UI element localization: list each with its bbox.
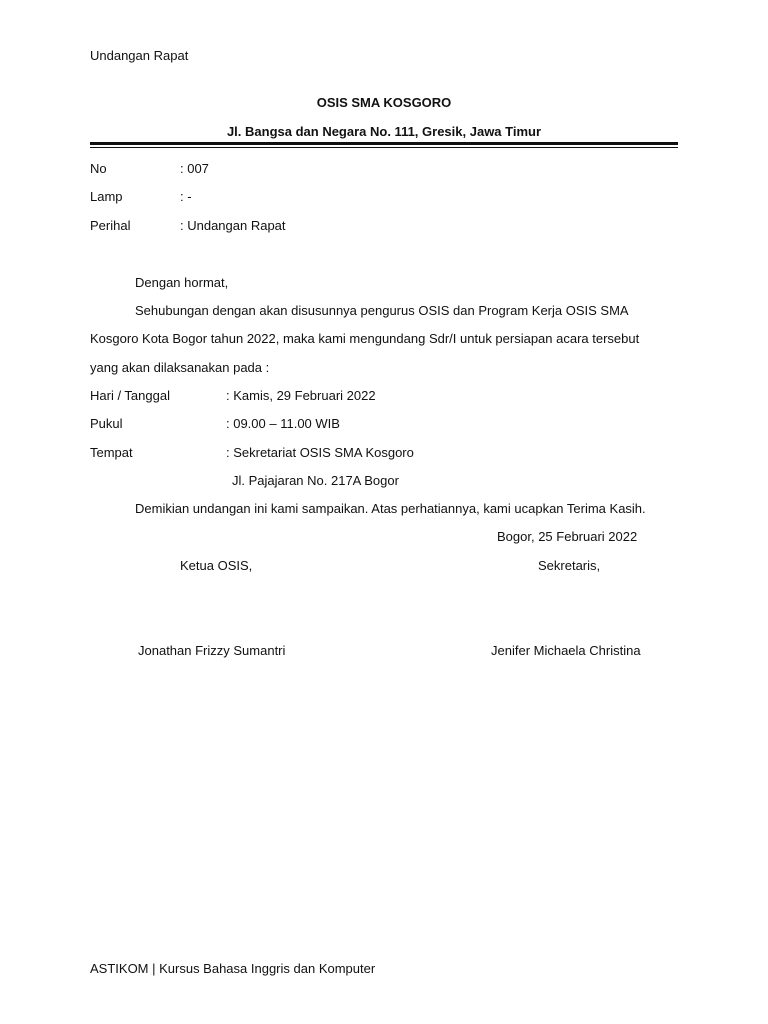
meta-perihal-label: Perihal [90,218,131,233]
greeting: Dengan hormat, [135,275,229,290]
place-date: Bogor, 25 Februari 2022 [497,529,638,544]
detail-day-value: : Kamis, 29 Februari 2022 [226,388,376,403]
closing-text: Demikian undangan ini kami sampaikan. Atas perhatiannya, kami ucapkan Terima Kasih. [135,501,646,516]
signature-right-title: Sekretaris, [538,558,601,573]
detail-time-label: Pukul [90,416,123,431]
letterhead-address: Jl. Bangsa dan Negara No. 111, Gresik, Jawa Timur [226,124,542,139]
signature-right-name: Jenifer Michaela Christina [491,643,641,658]
detail-place-value: : Sekretariat OSIS SMA Kosgoro [226,445,414,460]
letterhead-org: OSIS SMA KOSGORO [316,95,452,110]
meta-perihal-value: : Undangan Rapat [180,218,286,233]
meta-lamp-label: Lamp [90,189,123,204]
running-header: Undangan Rapat [90,48,189,63]
detail-time-value: : 09.00 – 11.00 WIB [226,416,340,431]
signature-left-title: Ketua OSIS, [180,558,253,573]
detail-place-value-line-2: Jl. Pajajaran No. 217A Bogor [232,473,399,488]
page-footer: ASTIKOM | Kursus Bahasa Inggris dan Komputer [90,961,376,976]
detail-place-label: Tempat [90,445,133,460]
letterhead-divider-thick [90,142,678,145]
signature-left-name: Jonathan Frizzy Sumantri [138,643,286,658]
meta-no-label: No [90,161,107,176]
letterhead-divider-thin [90,147,678,148]
body-paragraph-line-2: Kosgoro Kota Bogor tahun 2022, maka kami mengundang Sdr/I untuk persiapan acara tersebut [90,331,640,346]
body-paragraph-line-1: Sehubungan dengan akan disusunnya pengurus OSIS dan Program Kerja OSIS SMA [135,303,629,318]
detail-day-label: Hari / Tanggal [90,388,170,403]
meta-no-value: : 007 [180,161,209,176]
body-paragraph-line-3: yang akan dilaksanakan pada : [90,360,270,375]
meta-lamp-value: : - [180,189,192,204]
